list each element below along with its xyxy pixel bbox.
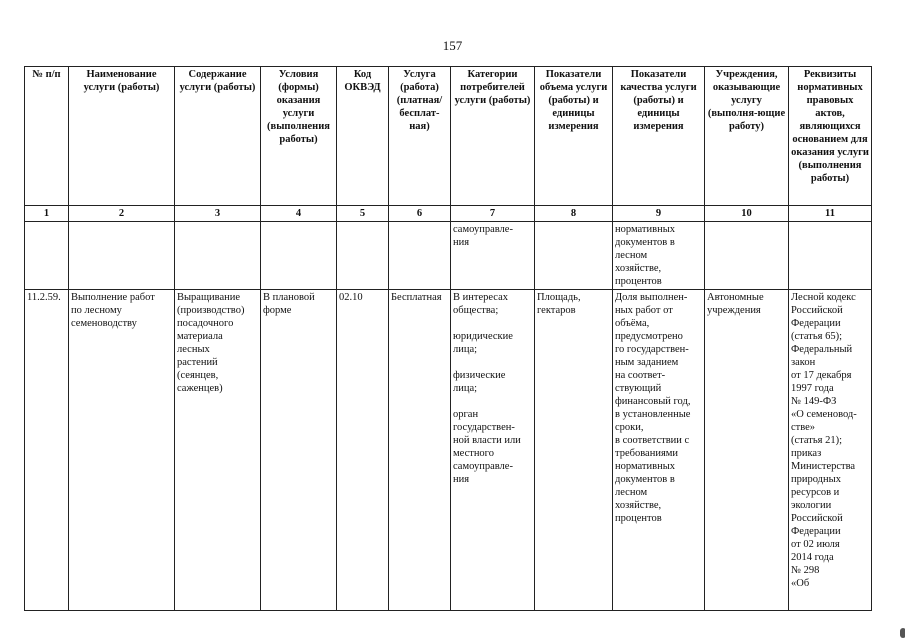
text-line: Лесной кодекс bbox=[791, 292, 856, 303]
table-cell bbox=[69, 222, 175, 290]
text-line: (статья 21); bbox=[791, 435, 843, 446]
text-line: Федерации bbox=[791, 318, 841, 329]
text-line: Площадь, bbox=[537, 292, 581, 303]
text-line: по лесному bbox=[71, 305, 122, 316]
text-line: природных bbox=[791, 474, 841, 485]
text-line: финансовый год, bbox=[615, 396, 691, 407]
column-number-row bbox=[25, 206, 872, 222]
text-line: предусмотрено bbox=[615, 331, 683, 342]
text-line: ным заданием bbox=[615, 357, 679, 368]
table-cell bbox=[261, 222, 337, 290]
spacer bbox=[453, 395, 532, 408]
header-cell: Показатели качества услуги (работы) и единицы измерения bbox=[613, 67, 705, 206]
text-line: самоуправле- bbox=[453, 224, 513, 235]
text-line: растений bbox=[177, 357, 218, 368]
header-cell: Реквизиты нормативных правовых актов, являющихся основанием для оказания услуги (выполнения работы) bbox=[789, 67, 872, 206]
text-line: Федерации bbox=[791, 526, 841, 537]
text-line: лица; bbox=[453, 383, 478, 394]
page-number: 157 bbox=[442, 38, 463, 53]
text-line: (производство) bbox=[177, 305, 245, 316]
text-line: 1997 года bbox=[791, 383, 834, 394]
text-line: юридические bbox=[453, 331, 513, 342]
text-line: самоуправле- bbox=[453, 461, 513, 472]
consumers-continuation-cell bbox=[451, 222, 535, 290]
text-line: приказ bbox=[791, 448, 822, 459]
table-cell bbox=[337, 222, 389, 290]
column-number: 4 bbox=[261, 206, 337, 222]
header-cell: Показатели объема услуги (работы) и единицы измерения bbox=[535, 67, 613, 206]
table-cell bbox=[25, 222, 69, 290]
header-cell: Наименование услуги (работы) bbox=[69, 67, 175, 206]
text-line: орган bbox=[453, 409, 479, 420]
text-line: Министерства bbox=[791, 461, 856, 472]
text-line: лица; bbox=[453, 344, 478, 355]
text-line: документов в bbox=[615, 474, 675, 485]
table-cell bbox=[175, 222, 261, 290]
table-row bbox=[25, 290, 872, 611]
text-line: учреждения bbox=[707, 305, 761, 316]
service-name-cell bbox=[69, 290, 175, 611]
table-cell bbox=[389, 222, 451, 290]
paid-status-cell: Бесплатная bbox=[389, 290, 451, 611]
table-cell bbox=[789, 222, 872, 290]
header-cell: Услуга (работа) (платная/ бесплат-ная) bbox=[389, 67, 451, 206]
volume-indicators-cell bbox=[535, 290, 613, 611]
text-line: процентов bbox=[615, 513, 662, 524]
text-line: лесном bbox=[615, 250, 648, 261]
text-line: общества; bbox=[453, 305, 499, 316]
service-content-cell bbox=[175, 290, 261, 611]
text-line: на соответ- bbox=[615, 370, 666, 381]
header-cell: Условия (формы) оказания услуги (выполнения работы) bbox=[261, 67, 337, 206]
text-line: ных работ от bbox=[615, 305, 673, 316]
text-line: хозяйстве, bbox=[615, 263, 662, 274]
header-cell: Содержание услуги (работы) bbox=[175, 67, 261, 206]
text-line: экологии bbox=[791, 500, 832, 511]
quality-indicators-cell bbox=[613, 290, 705, 611]
text-line: объёма, bbox=[615, 318, 650, 329]
text-line: физические bbox=[453, 370, 506, 381]
text-line: в установленные bbox=[615, 409, 691, 420]
text-line: хозяйстве, bbox=[615, 500, 662, 511]
text-line: ния bbox=[453, 237, 470, 248]
text-line: гектаров bbox=[537, 305, 576, 316]
text-line: Доля выполнен- bbox=[615, 292, 688, 303]
column-number: 2 bbox=[69, 206, 175, 222]
spacer bbox=[453, 317, 532, 330]
text-line: 2014 года bbox=[791, 552, 834, 563]
header-cell: № п/п bbox=[25, 67, 69, 206]
column-number: 10 bbox=[705, 206, 789, 222]
table-cell bbox=[535, 222, 613, 290]
text-line: го государствен- bbox=[615, 344, 689, 355]
text-line: документов в bbox=[615, 237, 675, 248]
spacer bbox=[453, 356, 532, 369]
text-line: «Об bbox=[791, 578, 810, 589]
text-line: в соответствии с bbox=[615, 435, 690, 446]
text-line: В интересах bbox=[453, 292, 508, 303]
text-line: от 02 июля bbox=[791, 539, 840, 550]
text-line: закон bbox=[791, 357, 816, 368]
text-line: материала bbox=[177, 331, 223, 342]
row-number-cell: 11.2.59. bbox=[25, 290, 69, 611]
text-line: лесных bbox=[177, 344, 210, 355]
column-number: 9 bbox=[613, 206, 705, 222]
column-number: 11 bbox=[789, 206, 872, 222]
header-cell: Категории потребителей услуги (работы) bbox=[451, 67, 535, 206]
text-line: процентов bbox=[615, 276, 662, 287]
continuation-row bbox=[25, 222, 872, 290]
okved-code-cell: 02.10 bbox=[337, 290, 389, 611]
text-line: (сеянцев, bbox=[177, 370, 219, 381]
text-line: Выращивание bbox=[177, 292, 241, 303]
header-row bbox=[25, 67, 872, 206]
text-line: форме bbox=[263, 305, 292, 316]
text-line: «О семеновод- bbox=[791, 409, 857, 420]
text-line: ресурсов и bbox=[791, 487, 840, 498]
consumers-cell bbox=[451, 290, 535, 611]
text-line: ной власти или bbox=[453, 435, 521, 446]
table-cell bbox=[705, 222, 789, 290]
column-number: 5 bbox=[337, 206, 389, 222]
text-line: сроки, bbox=[615, 422, 644, 433]
text-line: требованиями bbox=[615, 448, 679, 459]
text-line: лесном bbox=[615, 487, 648, 498]
text-line: ния bbox=[453, 474, 470, 485]
column-number: 7 bbox=[451, 206, 535, 222]
text-line: № 298 bbox=[791, 565, 820, 576]
text-line: (статья 65); bbox=[791, 331, 843, 342]
institutions-cell bbox=[705, 290, 789, 611]
text-line: Выполнение работ bbox=[71, 292, 155, 303]
text-line: стве» bbox=[791, 422, 816, 433]
text-line: семеноводству bbox=[71, 318, 137, 329]
column-number: 3 bbox=[175, 206, 261, 222]
services-table bbox=[24, 66, 872, 611]
text-line: Федеральный bbox=[791, 344, 853, 355]
column-number: 6 bbox=[389, 206, 451, 222]
quality-continuation-cell bbox=[613, 222, 705, 290]
text-line: местного bbox=[453, 448, 494, 459]
column-number: 1 bbox=[25, 206, 69, 222]
conditions-cell bbox=[261, 290, 337, 611]
text-line: саженцев) bbox=[177, 383, 223, 394]
text-line: В плановой bbox=[263, 292, 315, 303]
header-cell: Код ОКВЭД bbox=[337, 67, 389, 206]
text-line: посадочного bbox=[177, 318, 234, 329]
column-number: 8 bbox=[535, 206, 613, 222]
header-cell: Учреждения, оказывающие услугу (выполня-ющие работу) bbox=[705, 67, 789, 206]
text-line: нормативных bbox=[615, 461, 676, 472]
text-line: ствующий bbox=[615, 383, 662, 394]
scan-artifact bbox=[900, 628, 905, 638]
text-line: № 149-ФЗ bbox=[791, 396, 837, 407]
text-line: от 17 декабря bbox=[791, 370, 852, 381]
text-line: Автономные bbox=[707, 292, 764, 303]
text-line: нормативных bbox=[615, 224, 676, 235]
text-line: государствен- bbox=[453, 422, 515, 433]
text-line: Российской bbox=[791, 513, 843, 524]
text-line: Российской bbox=[791, 305, 843, 316]
legal-acts-cell bbox=[789, 290, 872, 611]
